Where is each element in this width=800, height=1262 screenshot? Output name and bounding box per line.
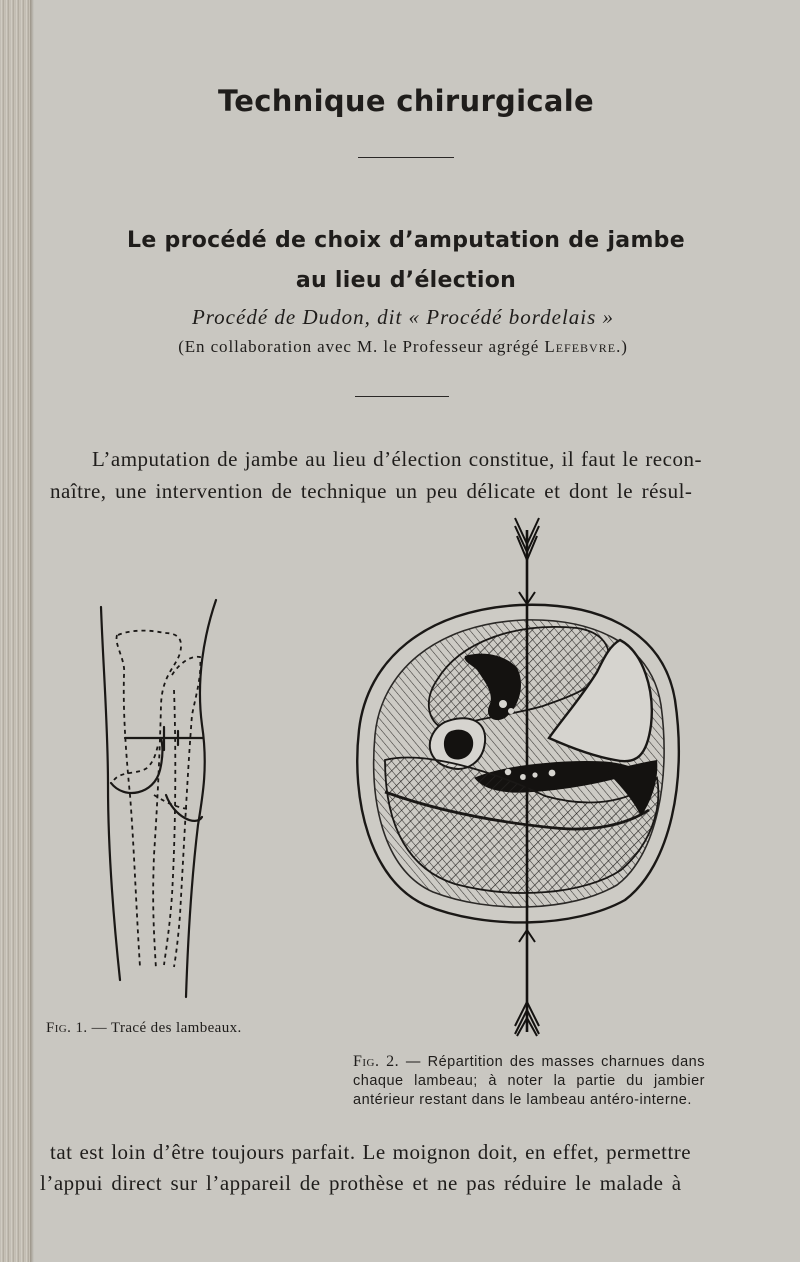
paragraph2-line1: tat est loin d’être toujours parfait. Le moignon doit, en effet, permettre bbox=[50, 1140, 692, 1164]
collaborator-name: Lefebvre bbox=[544, 337, 617, 356]
figure1-caption-text: — Tracé des lambeaux. bbox=[87, 1020, 242, 1036]
article-subtitle: Procédé de Dudon, dit « Procédé bordelais » bbox=[191, 305, 615, 329]
collaboration-note bbox=[0, 337, 800, 357]
paragraph1-line1: L’amputation de jambe au lieu d’élection constitue, il faut le recon- bbox=[92, 447, 702, 471]
collaboration-prefix: (En collaboration avec M. le Professeur agrégé bbox=[178, 337, 540, 356]
article-title-line2: au lieu d’élection bbox=[295, 268, 517, 293]
book-page-edge bbox=[0, 0, 34, 1262]
figure2-label: Fig. 2. bbox=[353, 1053, 400, 1070]
figure1-label: Fig. 1. bbox=[46, 1020, 88, 1036]
paragraph1-line2: naître, une intervention de technique un peu délicate et dont le résul- bbox=[50, 479, 693, 503]
article-title-line1: Le procédé de choix d’amputation de jambe bbox=[127, 228, 685, 253]
figure1-leg-drawing bbox=[92, 595, 227, 1005]
title-divider bbox=[358, 157, 454, 158]
figure1-caption bbox=[46, 1020, 242, 1037]
section-divider bbox=[355, 396, 449, 397]
figure2-caption-text: — Répartition des masses charnues dans chaque lambeau; à noter la partie du jambier antérieur restant dans le lambeau antéro-interne. bbox=[353, 1054, 705, 1108]
figure2-cross-section bbox=[345, 510, 690, 1040]
page-title: Technique chirurgicale bbox=[218, 84, 594, 118]
figure2-caption bbox=[353, 1052, 705, 1110]
paragraph2-line2: l’appui direct sur l’appareil de prothèse et ne pas réduire le malade à bbox=[40, 1171, 682, 1195]
collaboration-suffix: .) bbox=[616, 337, 628, 356]
